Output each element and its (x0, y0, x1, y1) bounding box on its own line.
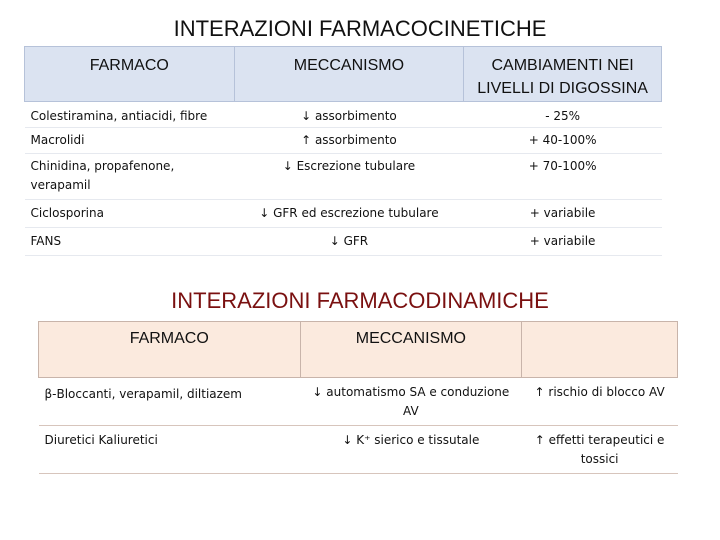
header-cambiamenti: CAMBIAMENTI NEI LIVELLI DI DIGOSSINA (464, 47, 662, 102)
change-cell: + variabile (464, 200, 662, 228)
pk-title: INTERAZIONI FARMACOCINETICHE (173, 16, 547, 41)
change-cell: + 70-100% (464, 154, 662, 200)
change-cell: + variabile (464, 228, 662, 256)
table-header-row (25, 47, 662, 102)
header-empty (522, 322, 678, 378)
pharmacodynamic-table (38, 321, 678, 474)
table-row (39, 378, 678, 426)
table-row (39, 426, 678, 474)
drug-cell: Diuretici Kaliuretici (39, 426, 301, 474)
mechanism-cell: ↓ assorbimento (234, 102, 464, 128)
table-row (25, 154, 662, 200)
change-cell: - 25% (464, 102, 662, 128)
change-cell: + 40-100% (464, 128, 662, 154)
table-row (25, 128, 662, 154)
drug-cell: Colestiramina, antiacidi, fibre (25, 102, 235, 128)
pharmacokinetic-table (24, 46, 662, 256)
mechanism-cell: ↓ automatismo SA e conduzione AV (300, 378, 522, 426)
header-farmaco: FARMACO (25, 47, 235, 102)
table-header-row (39, 322, 678, 378)
drug-cell: β-Bloccanti, verapamil, diltiazem (39, 378, 301, 426)
mechanism-cell: ↓ Escrezione tubulare (234, 154, 464, 200)
mechanism-cell: ↓ GFR ed escrezione tubulare (234, 200, 464, 228)
drug-cell: FANS (25, 228, 235, 256)
mechanism-cell: ↓ K⁺ sierico e tissutale (300, 426, 522, 474)
pd-title: INTERAZIONI FARMACODINAMICHE (171, 288, 549, 313)
effect-cell: ↑ rischio di blocco AV (522, 378, 678, 426)
drug-cell: Chinidina, propafenone, verapamil (25, 154, 235, 200)
header-farmaco: FARMACO (39, 322, 301, 378)
header-meccanismo: MECCANISMO (234, 47, 464, 102)
table-row (25, 228, 662, 256)
drug-cell: Ciclosporina (25, 200, 235, 228)
table-row (25, 102, 662, 128)
effect-cell: ↑ effetti terapeutici e tossici (522, 426, 678, 474)
mechanism-cell: ↓ GFR (234, 228, 464, 256)
table-row (25, 200, 662, 228)
header-meccanismo: MECCANISMO (300, 322, 522, 378)
mechanism-cell: ↑ assorbimento (234, 128, 464, 154)
drug-cell: Macrolidi (25, 128, 235, 154)
